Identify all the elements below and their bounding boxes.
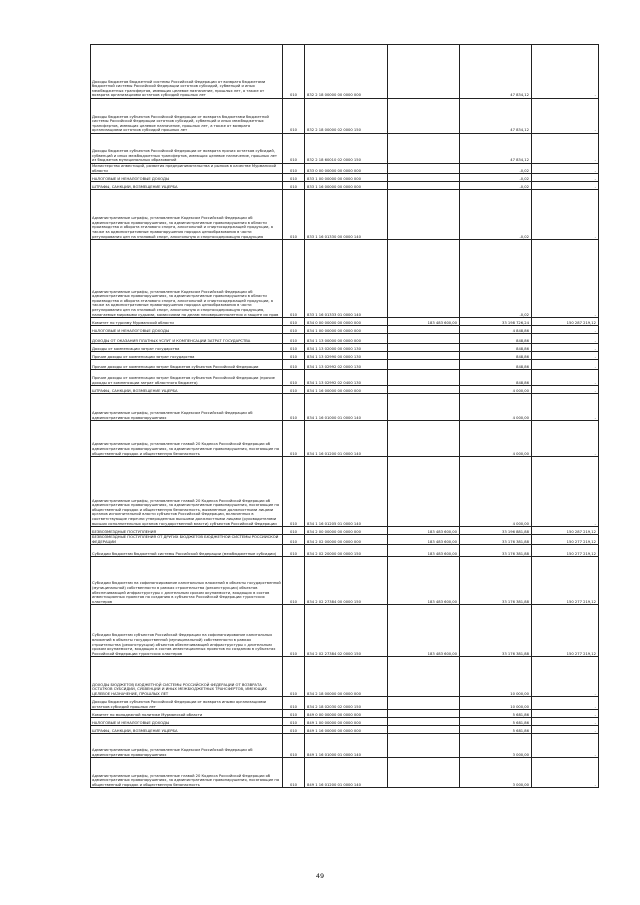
- row-name-cell: Субсидии бюджетам субъектов Российской Федерации на софинансирование капитальных вложений в объекты государственной (муниципальной) собственности в рамках строительства (реконструкции) объектов обеспечивающей инфраструктуры с длительным сроком окупаемости, входящих в состав инвестиционных проектов по созданию в субъектах Российской Федерации туристских кластеров: [91, 605, 283, 657]
- table-row: [91, 557, 599, 605]
- row-approved-plan-cell: [388, 164, 460, 174]
- row-approved-plan-cell: 183 483 600,00: [388, 605, 460, 657]
- row-kbk-code-cell: 834 1 16 01000 01 0000 140: [305, 394, 388, 421]
- table-row: [91, 718, 599, 726]
- row-unexecuted-cell: -: [532, 45, 599, 99]
- row-name-cell: Административные штрафы, установленные Кодексом Российской Федерации об административных правонарушениях: [91, 394, 283, 421]
- row-approved-plan-cell: [388, 99, 460, 134]
- row-unexecuted-cell: -: [532, 240, 599, 318]
- row-unexecuted-cell: -: [532, 174, 599, 182]
- row-executed-cell: 848,86: [460, 352, 532, 360]
- row-approved-plan-cell: [388, 326, 460, 334]
- row-code-cell: 010: [283, 240, 305, 318]
- row-kbk-code-cell: 834 2 00 00000 00 0000 000: [305, 527, 388, 535]
- row-executed-cell: 3 000,00: [460, 734, 532, 758]
- row-executed-cell: 3 000,00: [460, 758, 532, 788]
- row-unexecuted-cell: -: [532, 99, 599, 134]
- table-row: [91, 174, 599, 182]
- row-unexecuted-cell: 150 277 219,12: [532, 535, 599, 545]
- row-code-cell: 010: [283, 99, 305, 134]
- row-kbk-code-cell: 834 2 02 27384 00 0000 150: [305, 557, 388, 605]
- row-name-cell: Комитет по молодежной политике Мурманской области: [91, 710, 283, 718]
- row-unexecuted-cell: -: [532, 457, 599, 527]
- table-row: [91, 734, 599, 758]
- row-unexecuted-cell: -: [532, 334, 599, 344]
- row-kbk-code-cell: 834 2 18 02030 02 0000 150: [305, 697, 388, 710]
- row-name-cell: Комитет по туризму Мурманской области: [91, 318, 283, 326]
- row-name-cell: Административные штрафы, установленные главой 20 Кодекса Российской Федерации об административных правонарушениях, за административные правонарушения, посягающие на общественный порядок и общественную безопасность, выявленные должностными лицами органов исполнительной власти субъектов Российской Федерации, включенных в соответствующие перечни утвержденных высшими должностными лицами (руководителями высших исполнительных органов государственной власти) субъектов Российской Федерации: [91, 457, 283, 527]
- row-code-cell: 010: [283, 657, 305, 697]
- row-executed-cell: 5 681,86: [460, 718, 532, 726]
- row-executed-cell: 33 176 381,88: [460, 605, 532, 657]
- table-row: [91, 657, 599, 697]
- row-kbk-code-cell: 834 0 00 00000 00 0000 000: [305, 318, 388, 326]
- row-executed-cell: 4 000,00: [460, 421, 532, 457]
- row-code-cell: 010: [283, 370, 305, 386]
- row-executed-cell: 47 834,12: [460, 134, 532, 164]
- row-approved-plan-cell: [388, 352, 460, 360]
- row-code-cell: 010: [283, 334, 305, 344]
- table-row: [91, 240, 599, 318]
- table-row: [91, 386, 599, 394]
- row-executed-cell: 848,86: [460, 360, 532, 370]
- row-approved-plan-cell: [388, 386, 460, 394]
- budget-report-rows: [91, 45, 599, 788]
- row-unexecuted-cell: -: [532, 726, 599, 734]
- row-unexecuted-cell: -: [532, 394, 599, 421]
- table-row: [91, 360, 599, 370]
- row-kbk-code-cell: 834 2 02 00000 00 0000 000: [305, 535, 388, 545]
- row-kbk-code-cell: 832 2 18 00000 02 0000 150: [305, 99, 388, 134]
- row-executed-cell: 848,86: [460, 334, 532, 344]
- table-row: [91, 545, 599, 557]
- row-name-cell: Доходы бюджетов субъектов Российской Федерации от возврата бюджетами бюджетной системы Российской Федерации остатков субсидий, субвенций и иных межбюджетных трансфертов, имеющих целевое назначение, прошлых лет, а также от возврата организациями остатков субсидий прошлых лет: [91, 99, 283, 134]
- row-executed-cell: -0,02: [460, 240, 532, 318]
- row-executed-cell: 848,86: [460, 370, 532, 386]
- row-executed-cell: 33 198 726,24: [460, 318, 532, 326]
- row-executed-cell: 4 000,00: [460, 394, 532, 421]
- row-kbk-code-cell: 833 0 00 00000 00 0000 000: [305, 164, 388, 174]
- row-name-cell: Прочие доходы от компенсации затрат бюджетов субъектов Российской Федерации: [91, 360, 283, 370]
- row-unexecuted-cell: -: [532, 164, 599, 174]
- row-kbk-code-cell: 834 1 13 02000 00 0000 130: [305, 344, 388, 352]
- row-code-cell: 010: [283, 697, 305, 710]
- row-kbk-code-cell: 834 1 13 00000 00 0000 000: [305, 334, 388, 344]
- row-code-cell: 010: [283, 386, 305, 394]
- row-code-cell: 010: [283, 326, 305, 334]
- row-unexecuted-cell: -: [532, 386, 599, 394]
- row-approved-plan-cell: [388, 190, 460, 240]
- row-code-cell: 010: [283, 710, 305, 718]
- row-code-cell: 010: [283, 352, 305, 360]
- row-name-cell: Административные штрафы, установленные главой 20 Кодекса Российской Федерации об административных правонарушениях, за административные правонарушения, посягающие на общественный порядок и общественную безопасность: [91, 421, 283, 457]
- row-kbk-code-cell: 849 1 16 00000 00 0000 000: [305, 726, 388, 734]
- row-unexecuted-cell: -: [532, 734, 599, 758]
- row-kbk-code-cell: 834 1 16 01205 01 0000 140: [305, 457, 388, 527]
- row-code-cell: 010: [283, 457, 305, 527]
- row-unexecuted-cell: -: [532, 182, 599, 190]
- row-executed-cell: 4 848,86: [460, 326, 532, 334]
- row-executed-cell: 4 000,00: [460, 457, 532, 527]
- page-number: 49: [315, 872, 325, 880]
- row-code-cell: 010: [283, 164, 305, 174]
- row-approved-plan-cell: 183 483 600,00: [388, 545, 460, 557]
- row-approved-plan-cell: [388, 697, 460, 710]
- row-name-cell: НАЛОГОВЫЕ И НЕНАЛОГОВЫЕ ДОХОДЫ: [91, 174, 283, 182]
- row-approved-plan-cell: [388, 45, 460, 99]
- row-approved-plan-cell: [388, 710, 460, 718]
- table-row: [91, 99, 599, 134]
- row-kbk-code-cell: 833 1 00 00000 00 0000 000: [305, 174, 388, 182]
- row-unexecuted-cell: 150 287 219,12: [532, 318, 599, 326]
- row-approved-plan-cell: [388, 657, 460, 697]
- row-code-cell: 010: [283, 734, 305, 758]
- row-kbk-code-cell: 834 1 16 00000 00 0000 000: [305, 386, 388, 394]
- row-kbk-code-cell: 849 1 16 01200 01 0000 140: [305, 758, 388, 788]
- row-unexecuted-cell: -: [532, 421, 599, 457]
- row-name-cell: Административные штрафы, установленные главой 20 Кодекса Российской Федерации об административных правонарушениях, за административные правонарушения, посягающие на общественный порядок и общественную безопасность: [91, 758, 283, 788]
- row-unexecuted-cell: -: [532, 710, 599, 718]
- table-row: [91, 726, 599, 734]
- row-approved-plan-cell: 183 483 600,00: [388, 318, 460, 326]
- table-row: [91, 164, 599, 174]
- row-code-cell: 010: [283, 758, 305, 788]
- row-unexecuted-cell: -: [532, 190, 599, 240]
- table-row: [91, 394, 599, 421]
- row-name-cell: НАЛОГОВЫЕ И НЕНАЛОГОВЫЕ ДОХОДЫ: [91, 718, 283, 726]
- row-executed-cell: 33 176 381,88: [460, 535, 532, 545]
- row-approved-plan-cell: [388, 758, 460, 788]
- row-executed-cell: 848,86: [460, 344, 532, 352]
- row-approved-plan-cell: [388, 726, 460, 734]
- row-name-cell: Доходы от компенсации затрат государства: [91, 344, 283, 352]
- row-name-cell: Административные штрафы, установленные Кодексом Российской Федерации об административных правонарушениях: [91, 734, 283, 758]
- row-executed-cell: 33 176 381,88: [460, 545, 532, 557]
- row-kbk-code-cell: 834 2 02 20000 00 0000 150: [305, 545, 388, 557]
- row-name-cell: БЕЗВОЗМЕЗДНЫЕ ПОСТУПЛЕНИЯ ОТ ДРУГИХ БЮДЖЕТОВ БЮДЖЕТНОЙ СИСТЕМЫ РОССИЙСКОЙ ФЕДЕРАЦИИ: [91, 535, 283, 545]
- row-name-cell: Административные штрафы, установленные Кодексом Российской Федерации об административных правонарушениях, за административные правонарушения в области производства и оборота этилового спирта, алкогольной и спиртосодержащей продукции, а также за административные правонарушения порядка ценообразования в части регулирования цен на этиловый спирт, алкогольную и спиртосодержащую продукцию, налагаемые мировыми судьями, комиссиями по делам несовершеннолетних и защите их прав: [91, 240, 283, 318]
- table-row: [91, 190, 599, 240]
- row-kbk-code-cell: 834 1 13 02992 02 0000 130: [305, 360, 388, 370]
- row-approved-plan-cell: 183 483 600,00: [388, 535, 460, 545]
- row-name-cell: Прочие доходы от компенсации затрат государства: [91, 352, 283, 360]
- row-code-cell: 010: [283, 527, 305, 535]
- row-kbk-code-cell: 834 1 00 00000 00 0000 000: [305, 326, 388, 334]
- row-name-cell: Доходы бюджетов субъектов Российской Федерации от возврата иными организациями остатков субсидий прошлых лет: [91, 697, 283, 710]
- table-row: [91, 457, 599, 527]
- row-kbk-code-cell: 832 2 18 00000 00 0000 000: [305, 45, 388, 99]
- row-name-cell: ДОХОДЫ ОТ ОКАЗАНИЯ ПЛАТНЫХ УСЛУГ И КОМПЕНСАЦИИ ЗАТРАТ ГОСУДАРСТВА: [91, 334, 283, 344]
- row-code-cell: 010: [283, 318, 305, 326]
- row-approved-plan-cell: [388, 421, 460, 457]
- row-code-cell: 010: [283, 174, 305, 182]
- row-code-cell: 010: [283, 726, 305, 734]
- row-name-cell: НАЛОГОВЫЕ И НЕНАЛОГОВЫЕ ДОХОДЫ: [91, 326, 283, 334]
- row-code-cell: 010: [283, 45, 305, 99]
- table-row: [91, 370, 599, 386]
- row-kbk-code-cell: 833 1 16 01330 00 0000 140: [305, 190, 388, 240]
- row-kbk-code-cell: 833 1 16 01333 01 0000 140: [305, 240, 388, 318]
- row-unexecuted-cell: -: [532, 697, 599, 710]
- row-name-cell: Прочие доходы от компенсации затрат бюджетов субъектов Российской Федерации (прочие доходы от компенсации затрат областного бюджета): [91, 370, 283, 386]
- row-code-cell: 010: [283, 394, 305, 421]
- row-unexecuted-cell: -: [532, 718, 599, 726]
- table-row: [91, 710, 599, 718]
- row-name-cell: Доходы бюджетов субъектов Российской Федерации от возврата прочих остатков субсидий, субвенций и иных межбюджетных трансфертов, имеющих целевое назначение, прошлых лет из бюджетов муниципальных образований: [91, 134, 283, 164]
- row-kbk-code-cell: 834 2 02 27384 02 0000 150: [305, 605, 388, 657]
- row-kbk-code-cell: 849 0 00 00000 00 0000 000: [305, 710, 388, 718]
- row-executed-cell: 5 681,86: [460, 726, 532, 734]
- row-code-cell: 010: [283, 190, 305, 240]
- row-unexecuted-cell: -: [532, 758, 599, 788]
- row-executed-cell: 10 000,00: [460, 657, 532, 697]
- row-unexecuted-cell: -: [532, 134, 599, 164]
- row-unexecuted-cell: 150 277 219,12: [532, 545, 599, 557]
- row-approved-plan-cell: [388, 457, 460, 527]
- row-unexecuted-cell: 150 287 219,12: [532, 527, 599, 535]
- row-approved-plan-cell: [388, 174, 460, 182]
- row-kbk-code-cell: 849 1 16 01000 01 0000 140: [305, 734, 388, 758]
- row-name-cell: ШТРАФЫ, САНКЦИИ, ВОЗМЕЩЕНИЕ УЩЕРБА: [91, 182, 283, 190]
- row-code-cell: 010: [283, 421, 305, 457]
- row-name-cell: Субсидии бюджетам бюджетной системы Российской Федерации (межбюджетные субсидии): [91, 545, 283, 557]
- row-name-cell: ШТРАФЫ, САНКЦИИ, ВОЗМЕЩЕНИЕ УЩЕРБА: [91, 386, 283, 394]
- table-row: [91, 326, 599, 334]
- table-row: [91, 535, 599, 545]
- row-approved-plan-cell: [388, 134, 460, 164]
- row-code-cell: 010: [283, 360, 305, 370]
- row-code-cell: 010: [283, 718, 305, 726]
- row-executed-cell: -0,02: [460, 190, 532, 240]
- table-row: [91, 334, 599, 344]
- table-row: [91, 134, 599, 164]
- row-name-cell: Административные штрафы, установленные Кодексом Российской Федерации об административных правонарушениях, за административные правонарушения в области производства и оборота этилового спирта, алкогольной и спиртосодержащей продукции, а также за административные правонарушения порядка ценообразования в части регулирования цен на этиловый спирт, алкогольную и спиртосодержащую продукцию: [91, 190, 283, 240]
- row-name-cell: Министерство инвестиций, развития предпринимательства и рынков в качестве Мурманской области: [91, 164, 283, 174]
- row-name-cell: Доходы бюджетов бюджетной системы Российской Федерации от возврата бюджетами бюджетной системы Российской Федерации остатков субсидий, субвенций и иных межбюджетных трансфертов, имеющих целевое назначение, прошлых лет, а также от возврата организациями остатков субсидий прошлых лет: [91, 45, 283, 99]
- row-kbk-code-cell: 834 1 13 02992 02 0400 130: [305, 370, 388, 386]
- row-code-cell: 010: [283, 605, 305, 657]
- row-approved-plan-cell: 183 483 600,00: [388, 557, 460, 605]
- row-approved-plan-cell: [388, 718, 460, 726]
- table-row: [91, 605, 599, 657]
- row-kbk-code-cell: 834 2 18 00000 00 0000 000: [305, 657, 388, 697]
- row-unexecuted-cell: 150 277 219,12: [532, 605, 599, 657]
- row-approved-plan-cell: [388, 370, 460, 386]
- row-executed-cell: 4 000,00: [460, 386, 532, 394]
- row-kbk-code-cell: 834 1 13 02990 00 0000 130: [305, 352, 388, 360]
- table-row: [91, 527, 599, 535]
- row-code-cell: 010: [283, 545, 305, 557]
- row-executed-cell: 10 000,00: [460, 697, 532, 710]
- table-row: [91, 758, 599, 788]
- row-kbk-code-cell: 849 1 00 00000 00 0000 000: [305, 718, 388, 726]
- row-approved-plan-cell: [388, 182, 460, 190]
- row-approved-plan-cell: [388, 344, 460, 352]
- row-code-cell: 010: [283, 182, 305, 190]
- row-executed-cell: -0,02: [460, 164, 532, 174]
- row-unexecuted-cell: -: [532, 344, 599, 352]
- budget-report-table: [90, 44, 599, 788]
- table-row: [91, 318, 599, 326]
- row-unexecuted-cell: -: [532, 370, 599, 386]
- table-row: [91, 45, 599, 99]
- row-approved-plan-cell: [388, 734, 460, 758]
- row-unexecuted-cell: -: [532, 326, 599, 334]
- row-kbk-code-cell: 834 1 16 01200 01 0000 140: [305, 421, 388, 457]
- row-kbk-code-cell: 832 2 18 60010 02 0000 150: [305, 134, 388, 164]
- row-kbk-code-cell: 833 1 16 00000 00 0000 000: [305, 182, 388, 190]
- row-name-cell: ШТРАФЫ, САНКЦИИ, ВОЗМЕЩЕНИЕ УЩЕРБА: [91, 726, 283, 734]
- row-unexecuted-cell: -: [532, 360, 599, 370]
- row-executed-cell: 33 176 381,88: [460, 557, 532, 605]
- row-executed-cell: 47 834,12: [460, 99, 532, 134]
- row-executed-cell: -0,02: [460, 182, 532, 190]
- table-row: [91, 352, 599, 360]
- table-row: [91, 182, 599, 190]
- row-unexecuted-cell: -: [532, 352, 599, 360]
- table-row: [91, 697, 599, 710]
- row-executed-cell: 5 681,86: [460, 710, 532, 718]
- row-code-cell: 010: [283, 344, 305, 352]
- row-unexecuted-cell: -: [532, 657, 599, 697]
- row-code-cell: 010: [283, 535, 305, 545]
- row-unexecuted-cell: 150 277 219,12: [532, 557, 599, 605]
- row-executed-cell: 33 196 881,88: [460, 527, 532, 535]
- table-row: [91, 344, 599, 352]
- row-approved-plan-cell: 183 483 600,00: [388, 527, 460, 535]
- row-approved-plan-cell: [388, 394, 460, 421]
- row-executed-cell: 47 834,12: [460, 45, 532, 99]
- row-executed-cell: -0,02: [460, 174, 532, 182]
- row-approved-plan-cell: [388, 360, 460, 370]
- row-code-cell: 010: [283, 134, 305, 164]
- table-row: [91, 421, 599, 457]
- row-name-cell: ДОХОДЫ БЮДЖЕТОВ БЮДЖЕТНОЙ СИСТЕМЫ РОССИЙСКОЙ ФЕДЕРАЦИИ ОТ ВОЗВРАТА ОСТАТКОВ СУБСИДИЙ, СУБВЕНЦИЙ И ИНЫХ МЕЖБЮДЖЕТНЫХ ТРАНСФЕРТОВ, ИМЕЮЩИХ ЦЕЛЕВОЕ НАЗНАЧЕНИЕ, ПРОШЛЫХ ЛЕТ: [91, 657, 283, 697]
- row-name-cell: БЕЗВОЗМЕЗДНЫЕ ПОСТУПЛЕНИЯ: [91, 527, 283, 535]
- row-code-cell: 010: [283, 557, 305, 605]
- row-approved-plan-cell: [388, 334, 460, 344]
- row-approved-plan-cell: [388, 240, 460, 318]
- row-name-cell: Субсидии бюджетам на софинансирование капитальных вложений в объекты государственной (муниципальной) собственности в рамках строительства (реконструкции) объектов обеспечивающей инфраструктуры с длительным сроком окупаемости, входящих в состав инвестиционных проектов по созданию в субъектах Российской Федерации туристских кластеров: [91, 557, 283, 605]
